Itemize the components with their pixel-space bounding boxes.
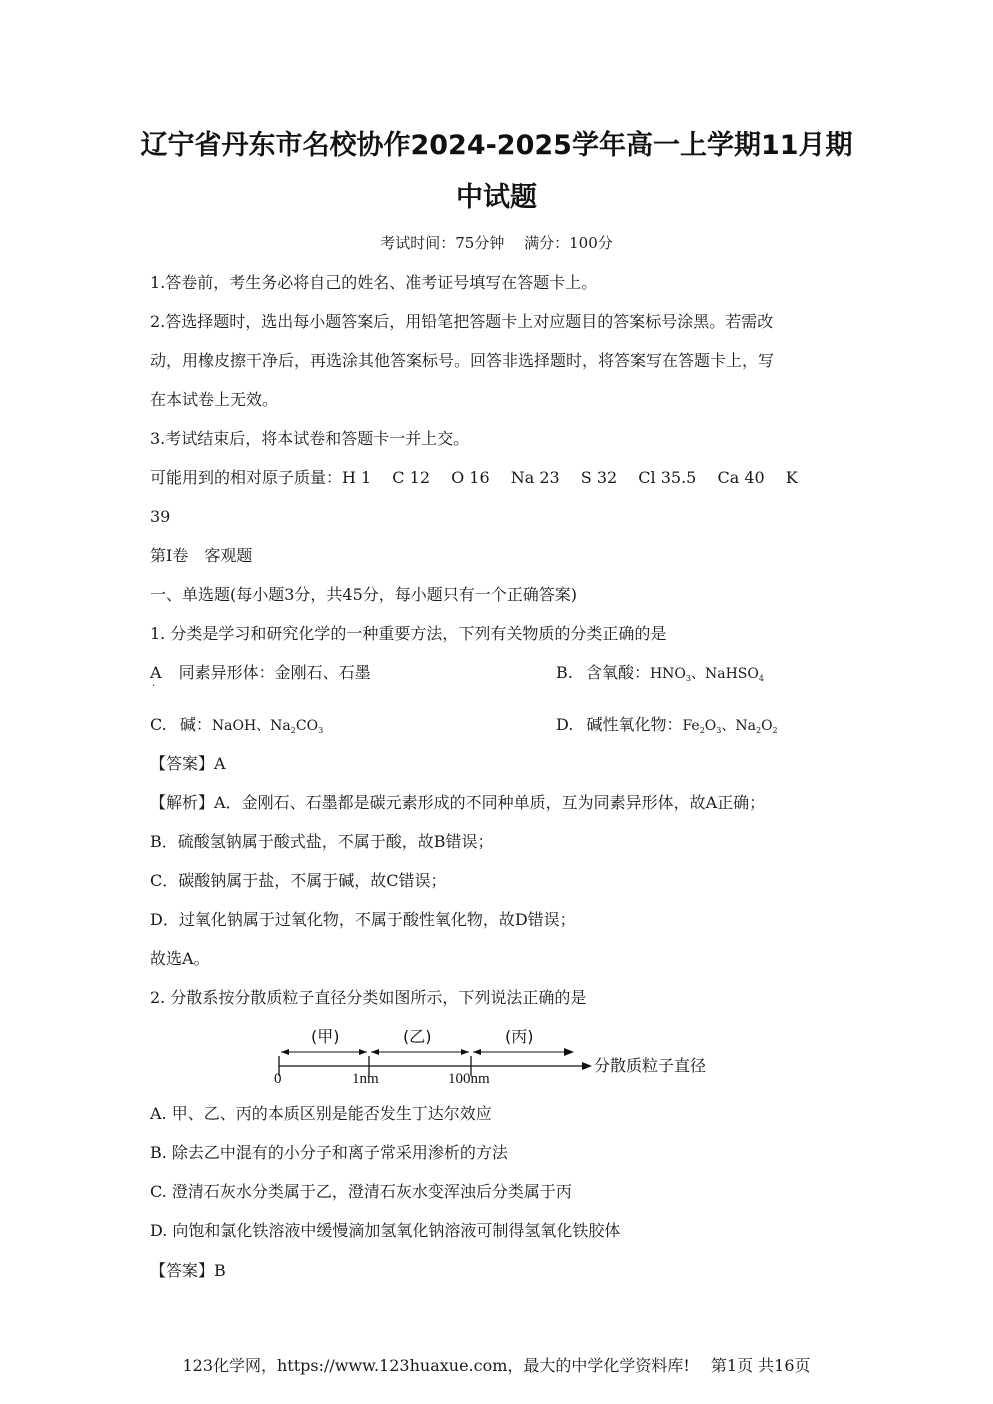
- label-bing: (丙): [505, 1027, 534, 1046]
- arrow-left-icon: [371, 1049, 379, 1055]
- q2-stem: 2. 分散系按分散质粒子直径分类如图所示，下列说法正确的是: [150, 988, 587, 1007]
- q2-option-a: A. 甲、乙、丙的本质区别是能否发生丁达尔效应: [150, 1104, 492, 1123]
- option-label: B.: [556, 663, 573, 682]
- exam-info: 考试时间：75分钟 满分：100分: [380, 234, 613, 252]
- q1-analysis-1: [150, 793, 765, 813]
- q1-option-b: [556, 663, 764, 689]
- q1-option-c: [150, 715, 323, 741]
- q2-option-d: D. 向饱和氯化铁溶液中缓慢滴加氢氧化钠溶液可制得氢氧化铁胶体: [150, 1221, 621, 1240]
- q1-stem: 1. 分类是学习和研究化学的一种重要方法，下列有关物质的分类正确的是: [150, 624, 667, 643]
- option-label: C.: [150, 715, 167, 734]
- arrow-right-icon: [564, 1048, 574, 1056]
- atomic-masses-cont: 39: [150, 507, 171, 526]
- option-text: 同素异形体：金刚石、石墨: [178, 663, 371, 682]
- q1-option-a: [150, 663, 371, 692]
- option-text: 碱性氧化物：: [586, 715, 683, 734]
- axis-label: 分散质粒子直径: [594, 1056, 707, 1075]
- option-label: A: [150, 663, 162, 682]
- q2-answer: [150, 1261, 226, 1281]
- q1-analysis-4: D．过氧化钠属于过氧化物，不属于酸性氧化物，故D错误；: [150, 910, 576, 929]
- dot-mark: ·: [152, 681, 156, 692]
- answer-tag: 【答案】: [150, 1261, 215, 1280]
- atomic-masses: 可能用到的相对原子质量：H 1 C 12 O 16 Na 23 S 32 Cl 35.5 Ca 40 K: [150, 468, 798, 487]
- instruction-3: 3.考试结束后，将本试卷和答题卡一并上交。: [150, 429, 470, 448]
- option-label: D.: [556, 715, 574, 734]
- tick-label-1nm: 1nm: [352, 1071, 379, 1087]
- option-text: 碱：: [179, 715, 212, 734]
- formula: $HNO_3$、NaHSO$_4$: [649, 666, 764, 683]
- arrow-right-icon: [461, 1049, 469, 1055]
- instruction-1: 1.答卷前，考生务必将自己的姓名、准考证号填写在答题卡上。: [150, 273, 598, 292]
- instruction-2-cont: 动，用橡皮擦干净后，再选涂其他答案标号。回答非选择题时，将答案写在答题卡上，写: [150, 351, 775, 370]
- tick-label-100nm: 100nm: [448, 1071, 490, 1087]
- analysis-text: A．金刚石、石墨都是碳元素形成的不同种单质，互为同素异形体，故A正确；: [214, 793, 766, 812]
- axis-arrow-icon: [582, 1062, 592, 1070]
- instruction-2-cont2: 在本试卷上无效。: [150, 390, 279, 409]
- analysis-tag: 【解析】: [150, 793, 215, 812]
- answer-tag: 【答案】: [150, 754, 215, 773]
- label-jia: (甲): [311, 1027, 340, 1046]
- q1-option-d: [556, 715, 778, 741]
- dispersion-diagram: [270, 1020, 740, 1094]
- arrow-left-icon: [281, 1049, 289, 1055]
- q2-option-b: B. 除去乙中混有的小分子和离子常采用渗析的方法: [150, 1143, 508, 1162]
- instruction-2: 2.答选择题时，选出每小题答案后，用铅笔把答题卡上对应题目的答案标号涂黑。若需改: [150, 312, 774, 331]
- q1-analysis-3: C．碳酸钠属于盐，不属于碱，故C错误；: [150, 871, 447, 890]
- option-text: 含氧酸：: [585, 663, 650, 682]
- tick-label-0: 0: [274, 1071, 282, 1087]
- q1-analysis-5: 故选A。: [150, 949, 210, 968]
- answer-value: B: [214, 1261, 226, 1280]
- q1-answer: [150, 754, 226, 774]
- formula: $Fe_2O_3$、$Na_2O_2$: [682, 718, 778, 735]
- page-footer: 123化学网，https://www.123huaxue.com，最大的中学化学资料库! 第1页 共16页: [182, 1356, 811, 1375]
- arrow-left-icon: [473, 1049, 481, 1055]
- page-title-continued: 中试题: [456, 182, 537, 213]
- q2-option-c: C. 澄清石灰水分类属于乙，澄清石灰水变浑浊后分类属于丙: [150, 1182, 572, 1201]
- q1-analysis-2: B．硫酸氢钠属于酸式盐，不属于酸，故B错误；: [150, 832, 494, 851]
- answer-value: A: [214, 754, 226, 773]
- section-part: 第Ⅰ卷 客观题: [150, 546, 253, 565]
- section-heading: 一、单选题(每小题3分，共45分，每小题只有一个正确答案): [150, 585, 578, 604]
- formula: NaOH、$Na_2CO_3$: [211, 718, 324, 735]
- page-title: 辽宁省丹东市名校协作2024-2025学年高一上学期11月期: [140, 130, 853, 161]
- label-yi: (乙): [403, 1027, 432, 1046]
- arrow-right-icon: [359, 1049, 367, 1055]
